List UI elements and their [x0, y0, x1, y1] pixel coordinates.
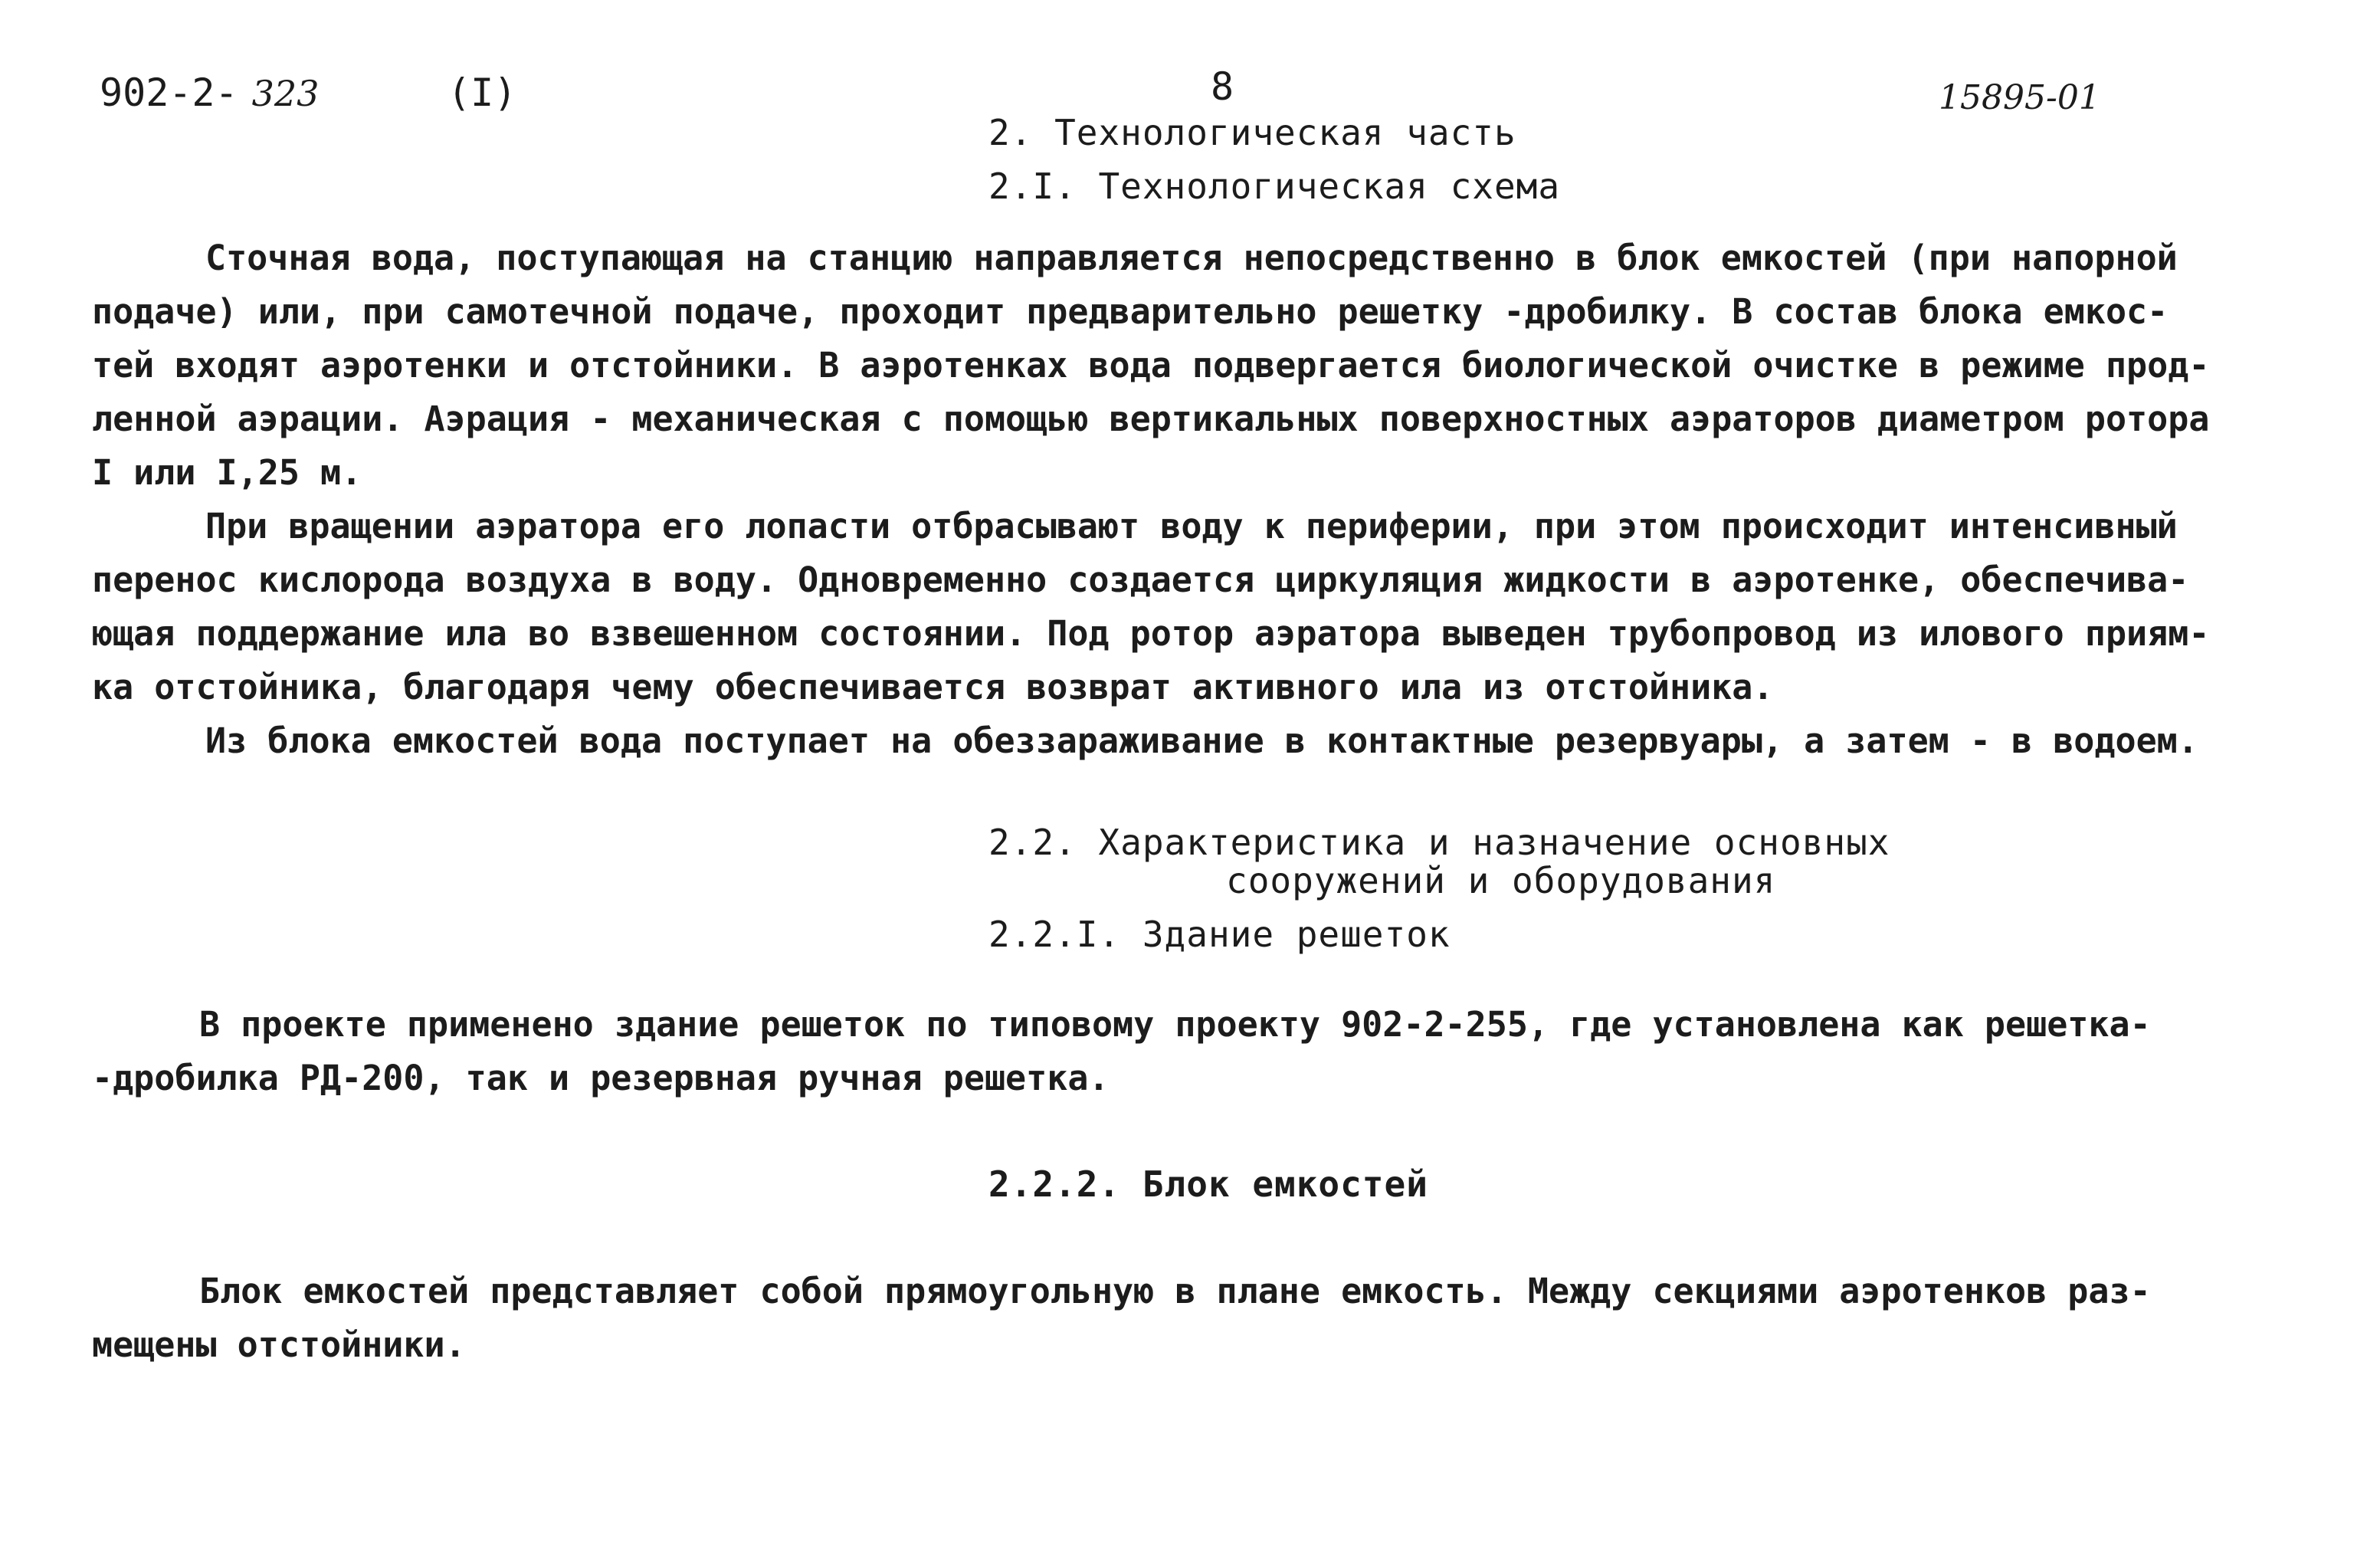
section-2-2-title-line-2: сооружений и оборудования [1226, 860, 1776, 901]
paragraph-line: -дробилка РД-200, так и резервная ручная решетка. [92, 1058, 1110, 1098]
paragraph-line: ющая поддержание ила во взвешенном состоянии. Под ротор аэратора выведен трубопровод из илового приям- [92, 613, 2210, 654]
inventory-stamp-handwritten: 15895-01 [1939, 78, 2100, 117]
paragraph-line: Блок емкостей представляет собой прямоугольную в плане емкость. Между секциями аэротенков раз- [199, 1271, 2151, 1311]
section-2-2-title-line-1: 2.2. Характеристика и назначение основных [988, 822, 1890, 863]
paragraph-line: При вращении аэратора его лопасти отбрасывают воду к периферии, при этом происходит интенсивный [205, 506, 2178, 546]
section-2-2-1-title: 2.2.I. Здание решеток [988, 914, 1451, 955]
paragraph-disinfection [92, 714, 2314, 768]
paragraph-line: В проекте применено здание решеток по типовому проекту 902-2-255, где установлена как решетка- [199, 1004, 2151, 1045]
paragraph-line: тей входят аэротенки и отстойники. В аэротенках вода подвергается биологической очистке в режиме прод- [92, 345, 2210, 386]
section-2-2-2-title: 2.2.2. Блок емкостей [988, 1163, 1428, 1205]
paragraph-line: ка отстойника, благодаря чему обеспечивается возврат активного ила из отстойника. [92, 667, 1774, 707]
document-code-printed: 902-2- [100, 71, 238, 115]
paragraph-line: подаче) или, при самотечной подаче, проходит предварительно решетку -дробилку. В состав блока емкос- [92, 291, 2169, 332]
section-2-1-title: 2.I. Технологическая схема [988, 166, 1561, 207]
document-code [100, 71, 319, 115]
paragraph-screen-building [92, 998, 2314, 1105]
paragraph-line: мещены отстойники. [92, 1324, 466, 1365]
paragraph-aerator-rotation [92, 500, 2314, 714]
paragraph-line: Из блока емкостей вода поступает на обеззараживание в контактные резервуары, а затем - в водоем. [205, 720, 2198, 761]
paragraph-line: I или I,25 м. [92, 452, 362, 493]
paragraph-line: Сточная вода, поступающая на станцию направляется непосредственно в блок емкостей (при напорной [205, 238, 2178, 278]
page-number: 8 [1211, 64, 1234, 109]
paragraph-tank-block [92, 1265, 2314, 1372]
section-2-title: 2. Технологическая часть [988, 112, 1516, 153]
paragraph-technological-scheme [92, 231, 2314, 500]
document-code-handwritten: 323 [251, 73, 320, 114]
sheet-number: (I) [447, 71, 517, 115]
paragraph-line: перенос кислорода воздуха в воду. Одновременно создается циркуляция жидкости в аэротенке, обеспечива- [92, 560, 2189, 600]
paragraph-line: ленной аэрации. Аэрация - механическая с помощью вертикальных поверхностных аэраторов диаметром ротора [92, 399, 2210, 439]
